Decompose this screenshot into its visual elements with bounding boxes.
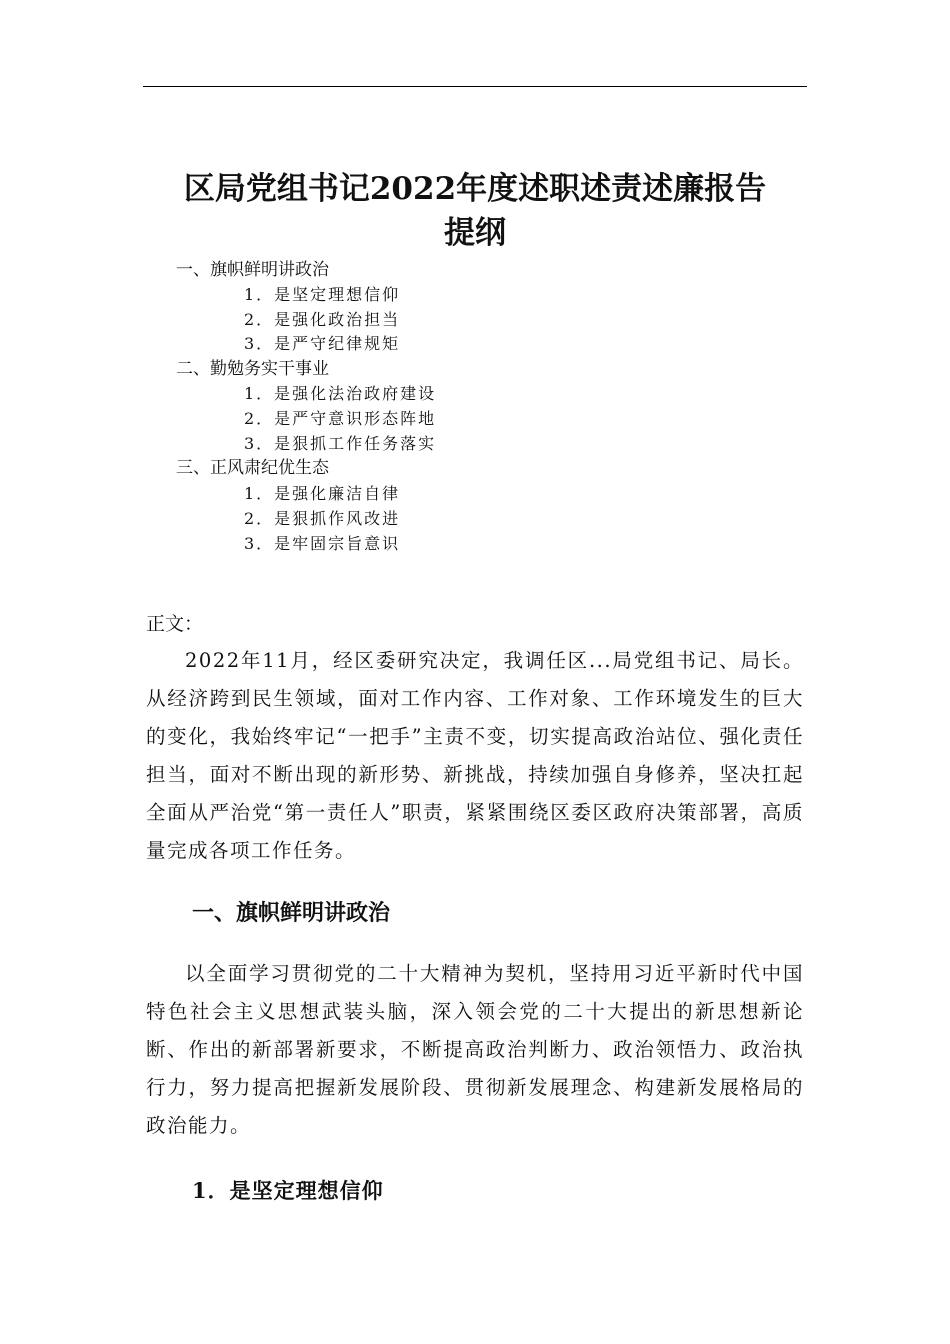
- outline-heading-2: 二、勤勉务实干事业: [176, 359, 329, 379]
- outline-heading-1: 一、旗帜鲜明讲政治: [176, 260, 329, 280]
- document-title-line-1: 区局党组书记2022年度述职述责述廉报告: [183, 171, 767, 207]
- outline-item: 2．是严守意识形态阵地: [244, 409, 437, 428]
- section-heading-1: 一、旗帜鲜明讲政治: [192, 901, 391, 926]
- outline-item: 1．是强化廉洁自律: [244, 484, 401, 503]
- outline-item: 2．是强化政治担当: [244, 310, 401, 329]
- header-rule: [143, 86, 807, 87]
- outline-item: 3．是严守纪律规矩: [244, 334, 401, 353]
- outline-item: 1．是坚定理想信仰: [244, 285, 401, 304]
- intro-paragraph: 2022年11月，经区委研究决定，我调任区...局党组书记、局长。从经济跨到民生领域，面对工作内容、工作对象、工作环境发生的巨大的变化，我始终牢记“一把手”主责不变，切实提高政治站位、强化责任担当，面对不断出现的新形势、新挑战，持续加强自身修养，坚决扛起全面从严治党“第一责任人”职责，紧紧围绕区委区政府决策部署，高质量完成各项工作任务。: [146, 649, 804, 862]
- body-label: 正文：: [146, 613, 204, 635]
- outline-item: 1．是强化法治政府建设: [244, 384, 437, 403]
- outline-item: 3．是牢固宗旨意识: [244, 534, 401, 553]
- outline-item: 2．是狠抓作风改进: [244, 509, 401, 528]
- subsection-heading-1: 1．是坚定理想信仰: [192, 1178, 384, 1203]
- document-title-line-2: 提纲: [444, 215, 506, 251]
- outline-heading-3: 三、正风肃纪优生态: [176, 458, 329, 478]
- section-1-paragraph: 以全面学习贯彻党的二十大精神为契机，坚持用习近平新时代中国特色社会主义思想武装头脑，深入领会党的二十大提出的新思想新论断、作出的新部署新要求，不断提高政治判断力、政治领悟力、政治执行力，努力提高把握新发展阶段、贯彻新发展理念、构建新发展格局的政治能力。: [146, 962, 804, 1137]
- outline-item: 3．是狠抓工作任务落实: [244, 434, 437, 453]
